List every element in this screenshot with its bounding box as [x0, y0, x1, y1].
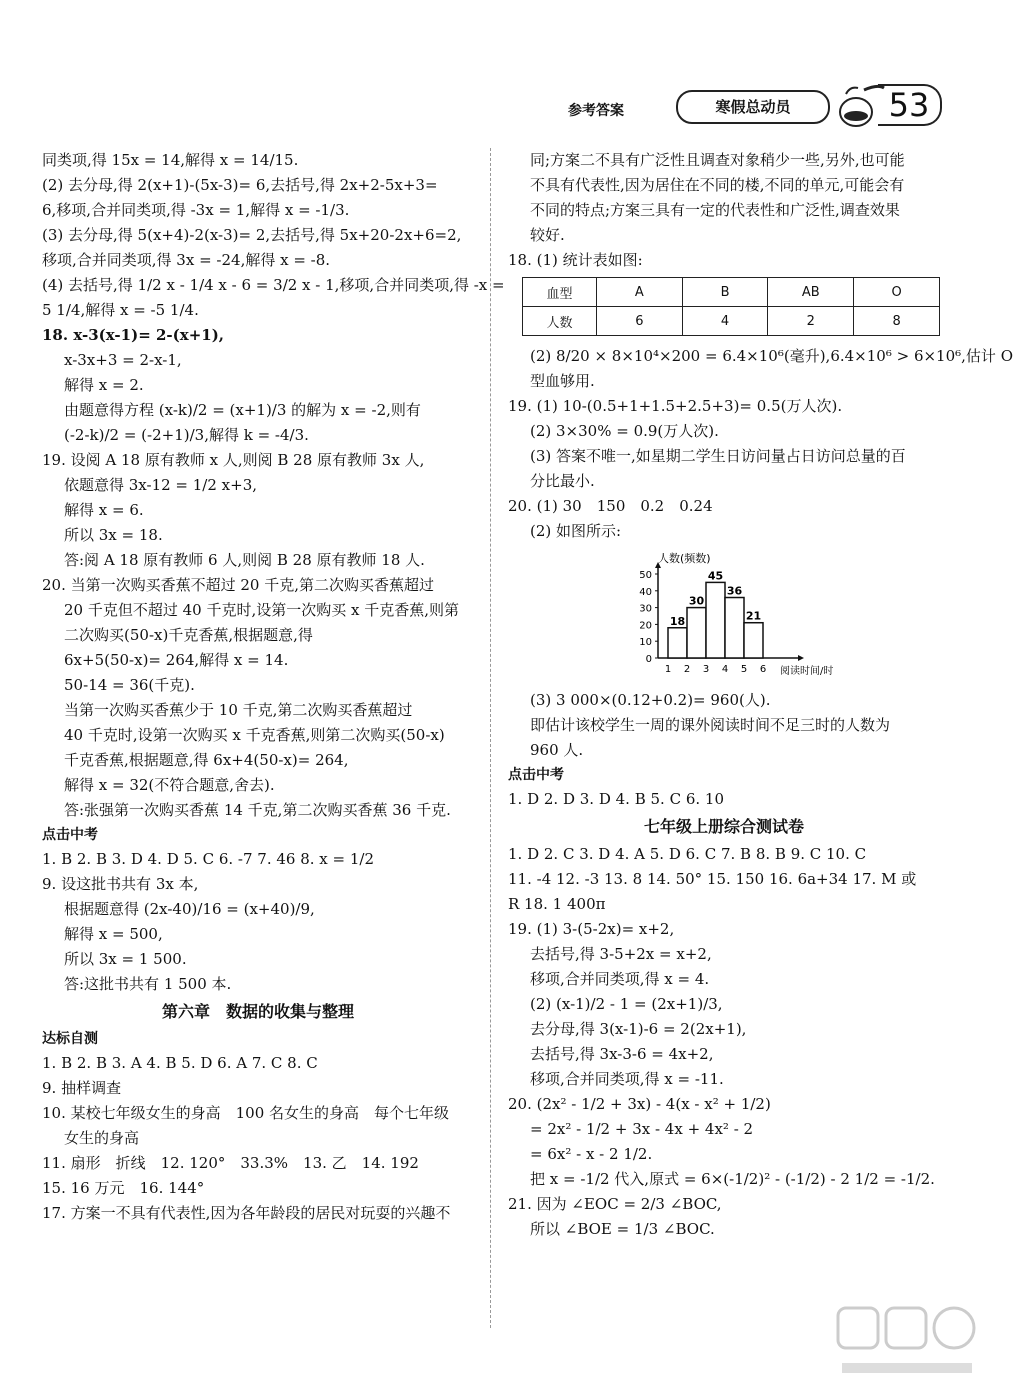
answer-line: 1. D 2. D 3. D 4. B 5. C 6. 10 — [508, 790, 724, 808]
text-line: (2) 如图所示: — [530, 522, 622, 540]
histogram-chart — [628, 550, 940, 684]
text-line: 同类项,得 15x = 14,解得 x = 14/15. — [42, 151, 299, 169]
x-tick-label: 1 — [664, 664, 672, 675]
table-cell: AB — [768, 278, 854, 307]
text-line: 解得 x = 500, — [64, 925, 163, 943]
text-line: 50-14 = 36(千克). — [64, 676, 195, 694]
x-tick-label: 4 — [721, 664, 729, 675]
text-line: 去括号,得 3-5+2x = x+2, — [530, 945, 712, 963]
table-cell: A — [596, 278, 682, 307]
text-line: 18. (1) 统计表如图: — [508, 251, 643, 269]
text-line: (2) 3×30% = 0.9(万人次). — [530, 422, 719, 440]
text-line: 9. 设这批书共有 3x 本, — [42, 875, 199, 893]
header-label: 参考答案 — [568, 103, 624, 119]
y-tick-label: 20 — [639, 620, 652, 632]
section-label: 达标自测 — [42, 1031, 98, 1047]
text-line: 所以 3x = 18. — [64, 526, 163, 544]
x-tick-label: 6 — [759, 664, 767, 675]
chart-title: 人数(频数) — [658, 552, 711, 565]
text-line: 40 千克时,设第一次购买 x 千克香蕉,则第二次购买(50-x) — [64, 726, 445, 744]
text-line: (4) 去括号,得 1/2 x - 1/4 x - 6 = 3/2 x - 1,移项,合并同类项,得 -x = — [42, 276, 505, 294]
text-line: (2) (x-1)/2 - 1 = (2x+1)/3, — [530, 995, 723, 1013]
answer-line: 1. B 2. B 3. D 4. D 5. C 6. -7 7. 46 8. x = 1/2 — [42, 850, 374, 868]
table-cell: 8 — [854, 307, 940, 336]
text-line: (2) 去分母,得 2(x+1)-(5x-3)= 6,去括号,得 2x+2-5x+3= — [42, 176, 438, 194]
answer-line: 1. D 2. C 3. D 4. A 5. D 6. C 7. B 8. B 9. C 10. C — [508, 845, 867, 863]
text-line: 去括号,得 3x-3-6 = 4x+2, — [530, 1045, 714, 1063]
text-line: 即估计该校学生一周的课外阅读时间不足三时的人数为 — [530, 716, 891, 734]
histogram-bar — [687, 608, 706, 658]
text-line: (3) 去分母,得 5(x+4)-2(x-3)= 2,去括号,得 5x+20-2x+6=2, — [42, 226, 462, 244]
answer-line: 17. 方案一不具有代表性,因为各年龄段的居民对玩耍的兴趣不 — [42, 1204, 451, 1222]
text-line: 20. (1) 30 150 0.2 0.24 — [508, 497, 713, 515]
text-line: 19. (1) 3-(5-2x)= x+2, — [508, 920, 675, 938]
answer-line: 女生的身高 — [64, 1129, 140, 1147]
text-line: 960 人. — [530, 741, 584, 759]
table-row — [523, 307, 940, 336]
y-tick-label: 40 — [639, 586, 652, 598]
text-line: 分比最小. — [530, 472, 595, 490]
chart-xlabel: 阅读时间/时 — [780, 666, 834, 677]
histogram-svg — [628, 550, 868, 680]
left-column — [42, 148, 505, 1226]
bar-value-label: 21 — [745, 609, 762, 623]
table-cell: 2 — [768, 307, 854, 336]
answer-line: 11. 扇形 折线 12. 120° 33.3% 13. 乙 14. 192 — [42, 1154, 419, 1172]
watermark-logo — [832, 1302, 982, 1388]
text-line: 5 1/4,解得 x = -5 1/4. — [42, 301, 199, 319]
section-label: 点击中考 — [42, 827, 98, 843]
table-cell: B — [682, 278, 768, 307]
column-divider — [490, 148, 491, 1328]
book-title-badge: 寒假总动员 — [676, 90, 830, 124]
text-line: (3) 3 000×(0.12+0.2)= 960(人). — [530, 691, 771, 709]
bar-value-label: 36 — [726, 584, 743, 598]
table-cell: 6 — [596, 307, 682, 336]
text-line: 6,移项,合并同类项,得 -3x = 1,解得 x = -1/3. — [42, 201, 350, 219]
text-line: 不同的特点;方案三具有一定的代表性和广泛性,调查效果 — [530, 201, 900, 219]
text-line: 二次购买(50-x)千克香蕉,根据题意,得 — [64, 626, 313, 644]
answer-line: 11. -4 12. -3 13. 8 14. 50° 15. 150 16. 6a+34 17. M 或 — [508, 870, 917, 888]
table-cell: 人数 — [523, 307, 597, 336]
text-line: 答:阅 A 18 原有教师 6 人,则阅 B 28 原有教师 18 人. — [64, 551, 425, 569]
text-line: 21. 因为 ∠EOC = 2/3 ∠BOC, — [508, 1195, 722, 1213]
text-line: 当第一次购买香蕉少于 10 千克,第二次购买香蕉超过 — [64, 701, 413, 719]
text-line: 20 千克但不超过 40 千克时,设第一次购买 x 千克香蕉,则第 — [64, 601, 460, 619]
text-line: 解得 x = 6. — [64, 501, 144, 519]
text-line: 所以 ∠BOE = 1/3 ∠BOC. — [530, 1220, 715, 1238]
text-line: 18. x-3(x-1)= 2-(x+1), — [42, 326, 225, 344]
text-line: 千克香蕉,根据题意,得 6x+4(50-x)= 264, — [64, 751, 349, 769]
test-title: 七年级上册综合测试卷 — [643, 817, 804, 836]
text-line: 解得 x = 2. — [64, 376, 144, 394]
x-tick-label: 2 — [683, 664, 691, 675]
text-line: 19. (1) 10-(0.5+1+1.5+2.5+3)= 0.5(万人次). — [508, 397, 843, 415]
answer-line: 15. 16 万元 16. 144° — [42, 1179, 205, 1197]
bar-value-label: 30 — [688, 594, 705, 608]
x-axis-arrow — [798, 655, 804, 661]
y-tick-label: 30 — [639, 603, 652, 615]
answer-line: 9. 抽样调查 — [42, 1079, 122, 1097]
answer-line: R 18. 1 400π — [508, 895, 606, 913]
table-cell: 4 — [682, 307, 768, 336]
text-line: 20. (2x² - 1/2 + 3x) - 4(x - x² + 1/2) — [508, 1095, 771, 1113]
text-line: 答:这批书共有 1 500 本. — [64, 975, 232, 993]
text-line: 19. 设阅 A 18 原有教师 x 人,则阅 B 28 原有教师 3x 人, — [42, 451, 425, 469]
page-number: 53 — [878, 84, 942, 126]
text-line: 不具有代表性,因为居住在不同的楼,不同的单元,可能会有 — [530, 176, 905, 194]
text-line: = 2x² - 1/2 + 3x - 4x + 4x² - 2 — [530, 1120, 754, 1138]
text-line: 所以 3x = 1 500. — [64, 950, 187, 968]
page-header — [560, 88, 940, 132]
table-cell: 血型 — [523, 278, 597, 307]
text-line: 依题意得 3x-12 = 1/2 x+3, — [64, 476, 258, 494]
histogram-bar — [706, 582, 725, 658]
text-line: (-2-k)/2 = (-2+1)/3,解得 k = -4/3. — [64, 426, 309, 444]
x-tick-label: 5 — [740, 664, 748, 675]
table-cell: O — [854, 278, 940, 307]
text-line: 由题意得方程 (x-k)/2 = (x+1)/3 的解为 x = -2,则有 — [64, 401, 421, 419]
x-tick-label: 3 — [702, 664, 710, 675]
right-column — [508, 148, 1013, 1242]
y-tick-label: 0 — [645, 654, 652, 665]
text-line: 同;方案二不具有广泛性且调查对象稍少一些,另外,也可能 — [530, 151, 905, 169]
answer-line: 10. 某校七年级女生的身高 100 名女生的身高 每个七年级 — [42, 1104, 450, 1122]
text-line: 6x+5(50-x)= 264,解得 x = 14. — [64, 651, 289, 669]
section-label: 点击中考 — [508, 767, 564, 783]
y-tick-label: 50 — [639, 570, 652, 581]
table-header-row — [523, 278, 940, 307]
text-line: 移项,合并同类项,得 x = -11. — [530, 1070, 724, 1088]
text-line: 移项,合并同类项,得 x = 4. — [530, 970, 710, 988]
text-line: 把 x = -1/2 代入,原式 = 6×(-1/2)² - (-1/2) - 2 1/2 = -1/2. — [530, 1170, 935, 1188]
bar-value-label: 18 — [669, 614, 686, 628]
blood-type-table — [522, 277, 940, 336]
bar-value-label: 45 — [707, 569, 724, 583]
answer-line: 1. B 2. B 3. A 4. B 5. D 6. A 7. C 8. C — [42, 1054, 318, 1072]
text-line: (3) 答案不唯一,如星期二学生日访问量占日访问总量的百 — [530, 447, 906, 465]
histogram-bar — [668, 628, 687, 658]
text-line: 型血够用. — [530, 372, 595, 390]
text-line: 较好. — [530, 226, 565, 244]
text-line: = 6x² - x - 2 1/2. — [530, 1145, 653, 1163]
text-line: (2) 8/20 × 8×10⁴×200 = 6.4×10⁶(毫升),6.4×10⁶ > 6×10⁶,估计 O — [530, 347, 1013, 365]
histogram-bar — [744, 623, 763, 658]
text-line: 移项,合并同类项,得 3x = -24,解得 x = -8. — [42, 251, 331, 269]
text-line: x-3x+3 = 2-x-1, — [64, 351, 182, 369]
text-line: 20. 当第一次购买香蕉不超过 20 千克,第二次购买香蕉超过 — [42, 576, 435, 594]
chapter-title: 第六章 数据的收集与整理 — [161, 1002, 354, 1021]
text-line: 根据题意得 (2x-40)/16 = (x+40)/9, — [64, 900, 315, 918]
text-line: 解得 x = 32(不符合题意,舍去). — [64, 776, 275, 794]
histogram-bar — [725, 598, 744, 658]
text-line: 去分母,得 3(x-1)-6 = 2(2x+1), — [530, 1020, 747, 1038]
y-tick-label: 10 — [639, 637, 652, 649]
text-line: 答:张强第一次购买香蕉 14 千克,第二次购买香蕉 36 千克. — [64, 801, 451, 819]
